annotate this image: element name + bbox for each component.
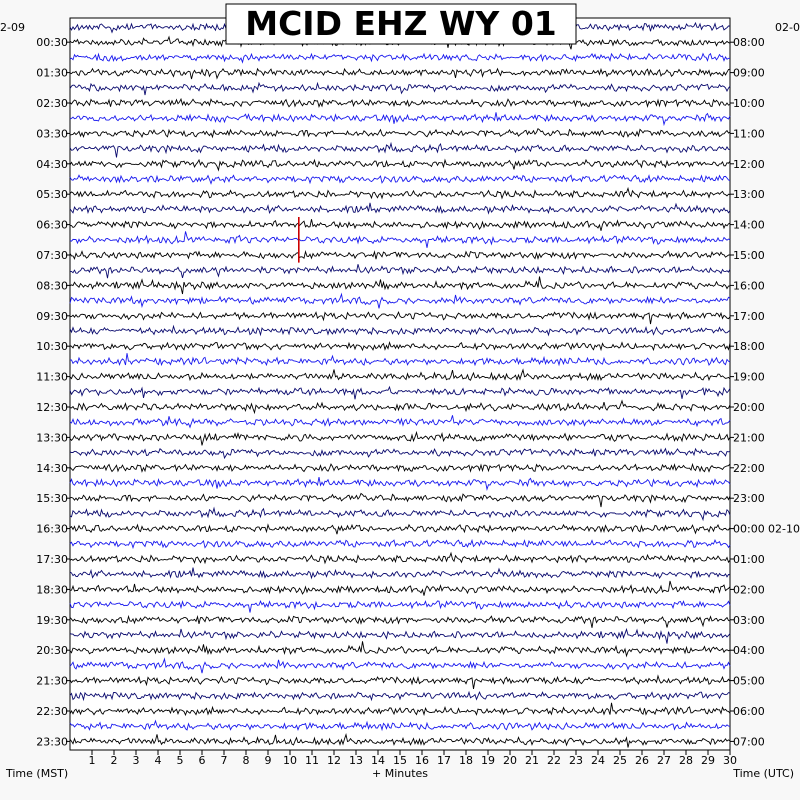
x-tick-label: 17 <box>437 754 451 767</box>
right-time-label: 06:00 <box>733 705 765 718</box>
right-date-change-label: 02-10 <box>768 522 800 536</box>
right-time-label: 04:00 <box>733 644 765 658</box>
right-time-label: 17:00 <box>733 309 765 323</box>
x-tick-label: 22 <box>547 754 561 767</box>
x-tick-label: 29 <box>701 754 715 767</box>
x-tick-label: 30 <box>723 754 737 767</box>
right-time-label: 07:00 <box>733 735 765 749</box>
left-time-label: 07:30 <box>36 249 68 262</box>
right-time-label: 12:00 <box>733 157 765 171</box>
left-time-label: 17:30 <box>36 553 68 566</box>
x-tick-label: 14 <box>371 754 385 767</box>
right-time-label: 22:00 <box>733 461 765 475</box>
right-time-label: 01:00 <box>733 553 765 566</box>
left-time-label: 12:30 <box>36 401 68 414</box>
x-tick-label: 5 <box>176 754 184 767</box>
x-tick-label: 21 <box>525 754 539 767</box>
x-tick-label: 24 <box>591 754 605 767</box>
x-tick-label: 12 <box>327 754 341 767</box>
left-time-label: 23:30 <box>36 735 68 749</box>
left-time-label: 11:30 <box>36 370 68 384</box>
left-time-label: 16:30 <box>36 522 68 536</box>
left-time-label: 21:30 <box>36 674 68 688</box>
right-time-label: 20:00 <box>733 401 765 414</box>
right-time-label: 16:00 <box>733 279 765 293</box>
x-tick-label: 20 <box>503 754 517 767</box>
x-tick-label: 1 <box>88 754 96 767</box>
right-time-label: 09:00 <box>733 66 765 80</box>
right-time-label: 18:00 <box>733 340 765 354</box>
x-tick-label: 28 <box>679 754 693 767</box>
x-tick-label: 15 <box>393 754 407 767</box>
x-tick-label: 19 <box>481 754 495 767</box>
plot-area <box>70 18 730 750</box>
left-time-label: 04:30 <box>36 157 68 171</box>
right-time-label: 23:00 <box>733 492 765 506</box>
left-time-label: 14:30 <box>36 461 68 475</box>
right-time-label: 11:00 <box>733 127 765 141</box>
left-time-label: 03:30 <box>36 127 68 141</box>
right-time-label: 13:00 <box>733 188 765 202</box>
left-time-label: 22:30 <box>36 705 68 718</box>
left-time-label: 06:30 <box>36 218 68 232</box>
left-time-label: 05:30 <box>36 188 68 202</box>
right-time-label: 15:00 <box>733 249 765 262</box>
x-tick-label: 7 <box>220 754 228 767</box>
left-time-label: 02:30 <box>36 97 68 110</box>
left-time-label: 15:30 <box>36 492 68 506</box>
right-time-label: 03:00 <box>733 613 765 627</box>
right-date-label: 02-0 <box>775 21 800 34</box>
right-time-label: 02:00 <box>733 583 765 597</box>
x-tick-label: 4 <box>154 754 162 767</box>
left-axis-label: Time (MST) <box>6 767 69 780</box>
x-tick-label: 18 <box>459 754 473 767</box>
right-time-label: 08:00 <box>733 36 765 50</box>
x-axis-label: + Minutes <box>371 767 429 780</box>
right-time-label: 10:00 <box>733 97 765 110</box>
x-tick-label: 8 <box>242 754 250 767</box>
left-time-label: 01:30 <box>36 66 68 80</box>
x-tick-label: 27 <box>657 754 671 767</box>
x-tick-label: 16 <box>415 754 429 767</box>
right-time-label: 00:00 <box>733 522 765 536</box>
x-tick-label: 9 <box>264 754 272 767</box>
left-time-label: 19:30 <box>36 613 68 627</box>
x-tick-label: 23 <box>569 754 583 767</box>
right-time-label: 05:00 <box>733 674 765 688</box>
left-date-label: 2-09 <box>0 21 25 34</box>
x-tick-label: 25 <box>613 754 627 767</box>
right-time-label: 19:00 <box>733 370 765 384</box>
x-tick-label: 26 <box>635 754 649 767</box>
x-tick-label: 10 <box>283 754 297 767</box>
x-tick-label: 6 <box>198 754 206 767</box>
right-time-label: 21:00 <box>733 431 765 445</box>
left-time-label: 20:30 <box>36 644 68 658</box>
chart-title: MCID EHZ WY 01 <box>245 4 557 43</box>
x-tick-label: 13 <box>349 754 363 767</box>
x-tick-label: 3 <box>132 754 140 767</box>
right-time-label: 14:00 <box>733 218 765 232</box>
x-tick-label: 2 <box>110 754 118 767</box>
left-time-label: 18:30 <box>36 583 68 597</box>
right-axis-label: Time (UTC) <box>733 767 794 780</box>
x-tick-label: 11 <box>305 754 319 767</box>
left-time-label: 09:30 <box>36 309 68 323</box>
left-time-label: 13:30 <box>36 431 68 445</box>
left-time-label: 10:30 <box>36 340 68 354</box>
left-time-label: 00:30 <box>36 36 68 50</box>
left-time-label: 08:30 <box>36 279 68 293</box>
